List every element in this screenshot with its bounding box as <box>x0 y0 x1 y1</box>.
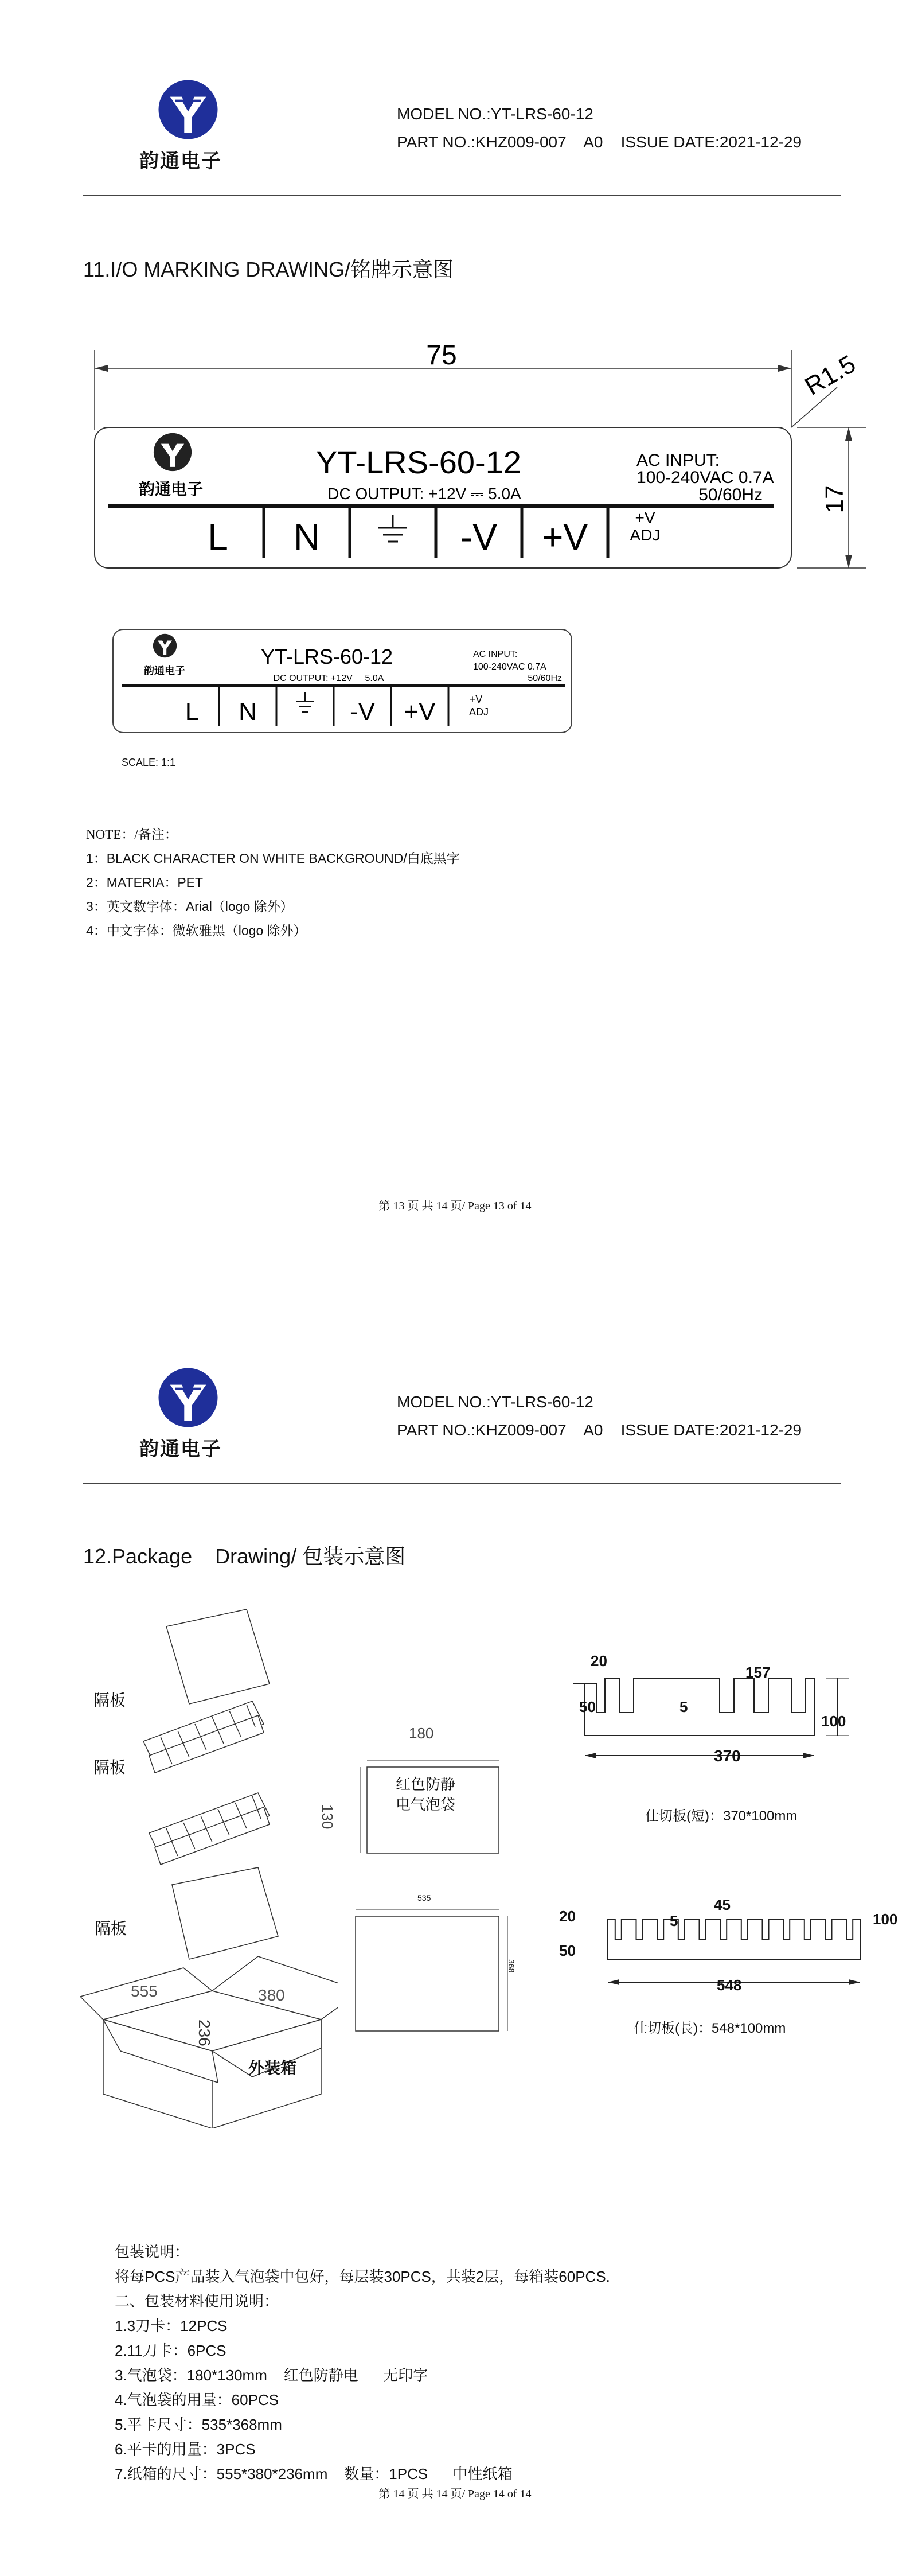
note-4: 4：中文字体：微软雅黑（logo 除外） <box>86 923 307 938</box>
terminal-n: N <box>293 516 321 558</box>
short-dim-20: 20 <box>591 1652 607 1670</box>
small-label-ac-input: AC INPUT: <box>473 649 518 659</box>
label-ac-input: AC INPUT: <box>636 451 720 470</box>
terminal-plus-v: +V <box>541 516 588 558</box>
note-2: 2：MATERIA：PET <box>86 875 204 890</box>
company-logo <box>156 77 220 142</box>
adj-plus-v: +V <box>635 509 655 527</box>
pack-line-1: 将每PCS产品装入气泡袋中包好，每层装30PCS，共装2层，每箱装60PCS. <box>115 2268 610 2285</box>
page-footer: 第 14 页 共 14 页/ Page 14 of 14 <box>378 2488 532 2500</box>
flat-card-drawing <box>350 1905 516 2037</box>
model-number: MODEL NO.:YT-LRS-60-12 <box>397 105 593 123</box>
short-dim-370: 370 <box>714 1747 741 1765</box>
bag-text-1: 红色防静 <box>396 1776 456 1793</box>
note-1: 1：BLACK CHARACTER ON WHITE BACKGROUND/白底黑字 <box>86 851 460 866</box>
label-dc-output: DC OUTPUT: +12V ⎓ 5.0A <box>327 485 521 503</box>
height-dimension: 17 <box>821 485 849 513</box>
small-terminal-plus-v: +V <box>404 698 436 726</box>
model-number: MODEL NO.:YT-LRS-60-12 <box>397 1393 593 1411</box>
section-title: 11.I/O MARKING DRAWING/铭牌示意图 <box>83 258 454 281</box>
radius-dimension: R1.5 <box>800 349 861 401</box>
card-dim-535: 535 <box>417 1893 431 1902</box>
divider-mid-label: 隔板 <box>93 1758 126 1776</box>
small-terminal-n: N <box>239 698 257 726</box>
short-dim-100: 100 <box>821 1713 846 1730</box>
pack-line-8: 6.平卡的用量：3PCS <box>115 2441 256 2458</box>
small-terminal-l: L <box>185 698 200 726</box>
long-dim-20: 20 <box>559 1908 576 1925</box>
label-ac-freq: 50/60Hz <box>698 485 763 504</box>
ground-icon <box>378 515 407 542</box>
small-label-ac-freq: 50/60Hz <box>528 674 562 683</box>
small-terminal-minus-v: -V <box>350 698 375 726</box>
page-footer: 第 13 页 共 14 页/ Page 13 of 14 <box>378 1200 532 1212</box>
pack-line-5: 3.气泡袋：180*130mm 红色防静电 无印字 <box>115 2367 428 2384</box>
header-rule <box>83 195 841 196</box>
label-model: YT-LRS-60-12 <box>316 444 521 480</box>
header-rule <box>83 1483 841 1484</box>
scale-note: SCALE: 1:1 <box>122 757 176 768</box>
box-dim-380: 380 <box>258 1986 285 2004</box>
terminal-minus-v: -V <box>460 516 497 558</box>
short-dim-50: 50 <box>579 1698 596 1715</box>
card-dim-368: 368 <box>507 1959 516 1973</box>
marking-drawing-small <box>112 628 576 737</box>
long-divider-caption: 仕切板(長)：548*100mm <box>634 2021 786 2036</box>
divider-top-label: 隔板 <box>93 1691 126 1709</box>
small-label-model: YT-LRS-60-12 <box>260 645 393 668</box>
pack-line-7: 5.平卡尺寸：535*368mm <box>115 2416 282 2433</box>
box-dim-236: 236 <box>196 2019 213 2046</box>
small-label-ac-voltage: 100-240VAC 0.7A <box>473 662 546 672</box>
short-dim-157: 157 <box>745 1664 771 1681</box>
small-label-company: 韵通电子 <box>144 665 185 676</box>
label-logo <box>154 433 192 471</box>
divider-bottom-label: 隔板 <box>95 1920 127 1937</box>
pack-line-2: 二、包装材料使用说明： <box>115 2293 279 2310</box>
pack-line-3: 1.3刀卡：12PCS <box>115 2317 228 2334</box>
note-heading: NOTE：/备注： <box>86 827 178 842</box>
pack-line-4: 2.11刀卡：6PCS <box>115 2342 226 2359</box>
label-company: 韵通电子 <box>138 480 204 498</box>
small-adj-label: ADJ <box>468 706 489 718</box>
small-label-logo <box>153 634 177 657</box>
company-name: 韵通电子 <box>139 1438 222 1460</box>
bag-text-2: 电气泡袋 <box>396 1796 456 1813</box>
outer-box-label: 外装箱 <box>248 2059 297 2077</box>
adj-label: ADJ <box>630 526 661 544</box>
pack-line-0: 包装说明： <box>115 2243 190 2260</box>
short-divider-caption: 仕切板(短)：370*100mm <box>645 1808 798 1824</box>
note-3: 3：英文数字体：Arial（logo 除外） <box>86 899 294 914</box>
company-name: 韵通电子 <box>139 150 222 172</box>
width-dimension: 75 <box>426 340 457 371</box>
terminal-l: L <box>208 516 228 558</box>
label-ac-voltage: 100-240VAC 0.7A <box>636 468 774 487</box>
box-dim-555: 555 <box>131 1982 158 2000</box>
company-logo <box>156 1365 220 1430</box>
bag-dim-180: 180 <box>409 1725 434 1742</box>
long-dim-5: 5 <box>670 1912 678 1929</box>
pack-line-6: 4.气泡袋的用量：60PCS <box>115 2391 279 2408</box>
pack-line-9: 7.纸箱的尺寸：555*380*236mm 数量：1PCS 中性纸箱 <box>115 2465 513 2482</box>
bag-dim-130: 130 <box>319 1804 336 1830</box>
small-adj-plus-v: +V <box>469 694 483 705</box>
long-dim-45: 45 <box>714 1896 731 1913</box>
long-dim-50: 50 <box>559 1942 576 1959</box>
long-dim-548: 548 <box>717 1976 742 1994</box>
small-ground-icon <box>296 692 314 712</box>
part-number: PART NO.:KHZ009-007 A0 ISSUE DATE:2021-12-29 <box>397 1421 802 1439</box>
page-14 <box>0 1288 910 2576</box>
section-title: 12.Package Drawing/ 包装示意图 <box>83 1544 406 1568</box>
small-label-dc-output: DC OUTPUT: +12V ⎓ 5.0A <box>273 674 384 683</box>
short-dim-5: 5 <box>679 1698 688 1715</box>
long-dim-100: 100 <box>873 1910 898 1928</box>
part-number: PART NO.:KHZ009-007 A0 ISSUE DATE:2021-12-29 <box>397 133 802 151</box>
marking-drawing-large <box>86 333 889 574</box>
